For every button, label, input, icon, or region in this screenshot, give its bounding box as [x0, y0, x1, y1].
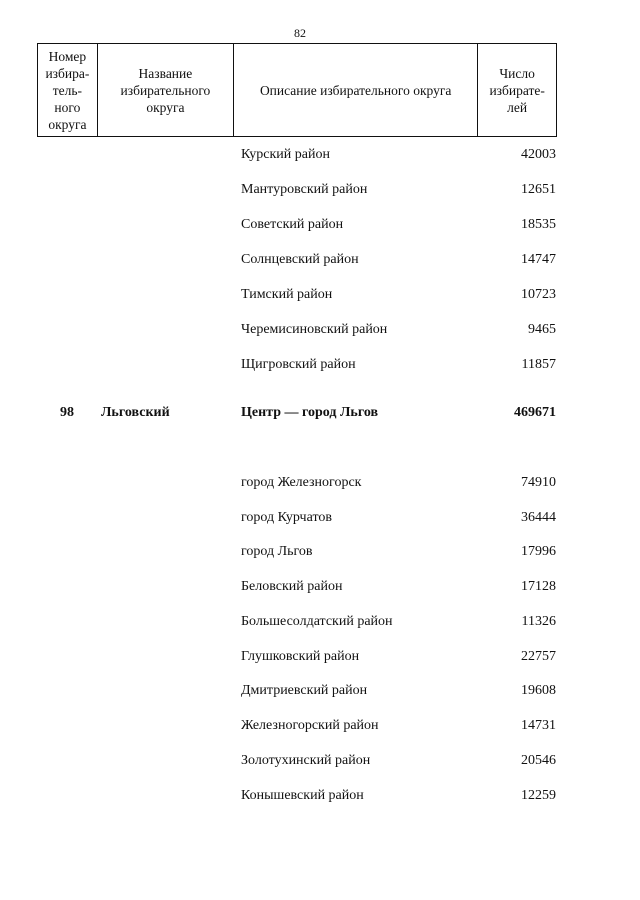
table-row [0, 614, 640, 636]
voter-count: 11326 [521, 614, 556, 629]
voter-count: 12651 [521, 182, 556, 197]
table-row [0, 544, 640, 566]
district-description: Беловский район [241, 579, 343, 594]
voter-count: 36444 [521, 510, 556, 525]
district-description: Советский район [241, 217, 344, 232]
table-row [0, 287, 640, 309]
table-row [0, 579, 640, 601]
header-district-number: Номер избира- тель- ного округа [38, 44, 98, 137]
table-row [0, 683, 640, 705]
table-row [0, 147, 640, 169]
district-description: Большесолдатский район [241, 614, 393, 629]
voter-count: 42003 [521, 147, 556, 162]
district-description: Курский район [241, 147, 330, 162]
voter-count: 20546 [521, 753, 556, 768]
district-description: Золотухинский район [241, 753, 371, 768]
table-row [0, 357, 640, 379]
voter-count: 74910 [521, 475, 556, 490]
district-description: Солнцевский район [241, 252, 359, 267]
district-description: Железногорский район [241, 718, 379, 733]
district-description: Дмитриевский район [241, 683, 368, 698]
district-description: Конышевский район [241, 788, 364, 803]
table-row [0, 252, 640, 274]
table-row [0, 649, 640, 671]
header-district-description: Описание избирательного округа [234, 44, 478, 137]
voter-count: 18535 [521, 217, 556, 232]
table-row [0, 718, 640, 740]
table-header [37, 43, 557, 137]
page-number: 82 [294, 26, 306, 40]
district-number: 98 [60, 405, 74, 420]
header-district-name: Название избирательного округа [97, 44, 233, 137]
district-description: Щигровский район [241, 357, 356, 372]
district-description: город Железногорск [241, 475, 362, 490]
voter-count: 469671 [514, 405, 556, 420]
district-description: город Льгов [241, 544, 313, 559]
voter-count: 9465 [528, 322, 556, 337]
table-row [0, 788, 640, 810]
voter-count: 22757 [521, 649, 556, 664]
table-row [0, 753, 640, 775]
district-description: Мантуровский район [241, 182, 368, 197]
voter-count: 14747 [521, 252, 556, 267]
table-row [0, 510, 640, 532]
table-row [0, 322, 640, 344]
voter-count: 14731 [521, 718, 556, 733]
voter-count: 17128 [521, 579, 556, 594]
voter-count: 11857 [521, 357, 556, 372]
table-row [0, 217, 640, 239]
table-row [0, 182, 640, 204]
district-description: Тимский район [241, 287, 333, 302]
district-description: Центр — город Льгов [241, 405, 379, 420]
district-description: Черемисиновский район [241, 322, 388, 337]
voter-count: 17996 [521, 544, 556, 559]
voter-count: 19608 [521, 683, 556, 698]
header-voter-count: Число избирате- лей [478, 44, 557, 137]
table-row [0, 475, 640, 497]
voter-count: 12259 [521, 788, 556, 803]
district-name: Льговский [101, 405, 170, 420]
table-row-district-header [0, 405, 640, 427]
district-description: город Курчатов [241, 510, 332, 525]
district-description: Глушковский район [241, 649, 360, 664]
voter-count: 10723 [521, 287, 556, 302]
